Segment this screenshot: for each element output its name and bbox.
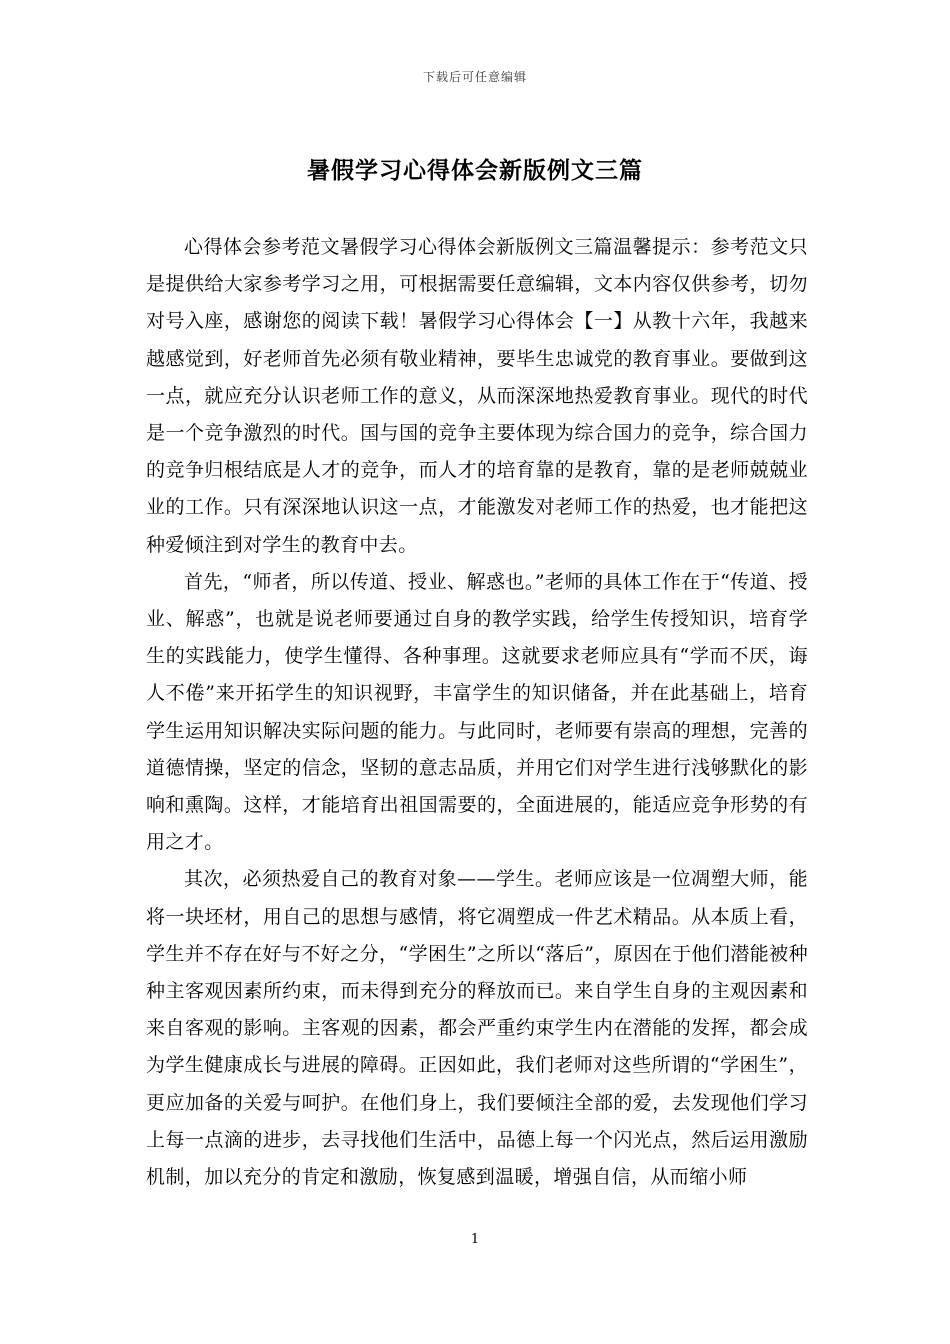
- paragraph: 其次，必须热爱自己的教育对象——学生。老师应该是一位凋塑大师，能将一块坯材，用自己的思想与感情，将它凋塑成一件艺术精品。从本质上看，学生并不存在好与不好之分，“学困生”之所以“落后”，原因在于他们潜能被种种主客观因素所约束，而未得到充分的释放而已。来自学生自身的主观因素和来自客观的影响。主客观的因素，都会严重约束学生内在潜能的发挥，都会成为学生健康成长与进展的障碍。正因如此，我们老师对这些所谓的“学困生”，更应加备的关爱与呵护。在他们身上，我们要倾注全部的爱，去发现他们学习上每一点滴的进步，去寻找他们生活中，品德上每一个闪光点，然后运用激励机制，加以充分的肯定和激励，恢复感到温暖，增强自信，从而缩小师: [146, 868, 808, 1189]
- paragraph: 心得体会参考范文暑假学习心得体会新版例文三篇温馨提示：参考范文只是提供给大家参考学习之用，可根据需要任意编辑，文本内容仅供参考，切勿对号入座，感谢您的阅读下载！暑假学习心得体会【一】从教十六年，我越来越感觉到，好老师首先必须有敬业精神，要毕生忠诚党的教育事业。要做到这一点，就应充分认识老师工作的意义，从而深深地热爱教育事业。现代的时代是一个竞争激烈的时代。国与国的竞争主要体现为综合国力的竞争，综合国力的竞争归根结底是人才的竞争，而人才的培育靠的是教育，靠的是老师兢兢业业的工作。只有深深地认识这一点，才能激发对老师工作的热爱，也才能把这种爱倾注到对学生的教育中去。: [146, 236, 808, 556]
- page-number: 1: [470, 1232, 480, 1247]
- paragraph: 首先，“师者，所以传道、授业、解惑也。”老师的具体工作在于“传道、授业、解惑”，也就是说老师要通过自身的教学实践，给学生传授知识，培育学生的实践能力，使学生懂得、各种事理。这就要求老师应具有“学而不厌，诲人不倦”来开拓学生的知识视野，丰富学生的知识储备，并在此基础上，培育学生运用知识解决实际问题的能力。与此同时，老师要有崇高的理想，完善的道德情操，坚定的信念，坚韧的意志品质，并用它们对学生进行浅够默化的影响和熏陶。这样，才能培育出祖国需要的，全面进展的，能适应竞争形势的有用之才。: [146, 570, 808, 854]
- header-note: 下载后可任意编辑: [422, 70, 527, 84]
- document-title: 暑假学习心得体会新版例文三篇: [307, 157, 643, 184]
- document-body: [146, 229, 808, 1196]
